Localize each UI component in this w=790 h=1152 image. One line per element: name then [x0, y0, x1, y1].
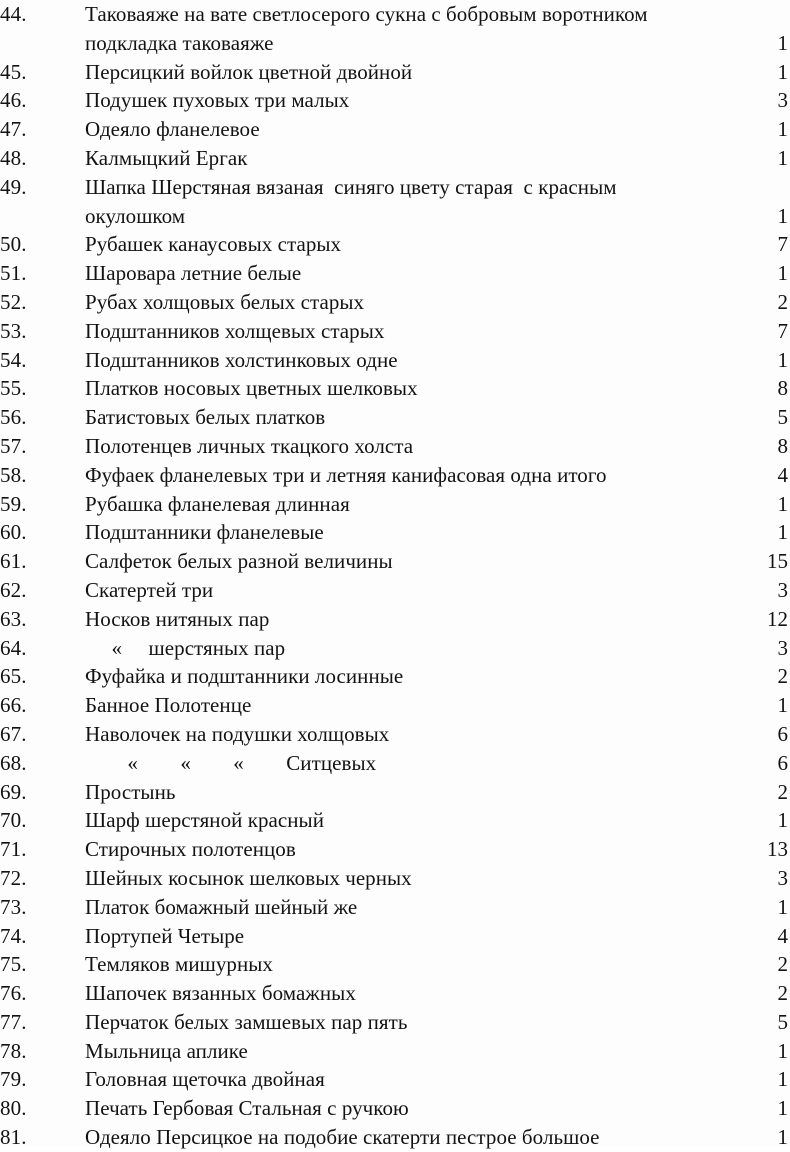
entry-description: Шаровара летние белые [85, 261, 302, 286]
entry-description: « « « Ситцевых [85, 750, 377, 775]
entry-quantity: 1 [777, 693, 788, 718]
entry-index: 58. [0, 462, 27, 487]
inventory-entry [0, 922, 790, 951]
entry-description: подкладка таковаяже [85, 30, 274, 55]
entry-index: 77. [0, 1009, 27, 1034]
entry-description: Подштанники фланелевые [85, 520, 324, 545]
inventory-entry-line [0, 518, 790, 547]
entry-index: 68. [0, 750, 27, 775]
entry-description: Рубашек канаусовых старых [85, 232, 342, 257]
inventory-entry [0, 950, 790, 979]
entry-quantity: 2 [777, 981, 788, 1006]
inventory-entry-line [0, 202, 790, 231]
inventory-entry [0, 518, 790, 547]
inventory-entry [0, 720, 790, 749]
inventory-entry-line [0, 1123, 790, 1152]
entry-index: 64. [0, 635, 27, 660]
inventory-entry-line [0, 346, 790, 375]
entry-quantity: 13 [767, 837, 788, 862]
entry-quantity: 1 [777, 1125, 788, 1150]
entry-description: окулошком [85, 203, 186, 228]
inventory-entry [0, 778, 790, 807]
inventory-entry [0, 691, 790, 720]
entry-description: Персицкий войлок цветной двойной [85, 59, 413, 84]
inventory-entry [0, 259, 790, 288]
entry-index: 62. [0, 577, 27, 602]
inventory-entry [0, 1094, 790, 1123]
inventory-entry-line [0, 86, 790, 115]
entry-quantity: 1 [777, 894, 788, 919]
inventory-entry [0, 288, 790, 317]
entry-quantity: 3 [777, 88, 788, 113]
inventory-entry-line [0, 778, 790, 807]
inventory-entry-line [0, 173, 790, 202]
entry-quantity: 1 [777, 261, 788, 286]
entry-description: Фуфаек фланелевых три и летняя канифасовая одна итого [85, 462, 607, 487]
entry-index: 73. [0, 894, 27, 919]
entry-index: 71. [0, 837, 27, 862]
inventory-entry [0, 115, 790, 144]
entry-quantity: 5 [777, 405, 788, 430]
entry-description: Подштанников холстинковых одне [85, 347, 398, 372]
entry-quantity: 3 [777, 577, 788, 602]
entry-index: 80. [0, 1096, 27, 1121]
inventory-entry [0, 749, 790, 778]
entry-quantity: 1 [777, 145, 788, 170]
inventory-entry [0, 0, 790, 58]
entry-index: 67. [0, 721, 27, 746]
entry-description: Мыльница аплике [85, 1038, 248, 1063]
entry-quantity: 1 [777, 1067, 788, 1092]
inventory-entry [0, 547, 790, 576]
entry-description: Носков нитяных пар [85, 606, 270, 631]
inventory-entry-line [0, 922, 790, 951]
entry-quantity: 8 [777, 433, 788, 458]
entry-index: 56. [0, 405, 27, 430]
inventory-entry-line [0, 547, 790, 576]
entry-index: 44. [0, 2, 27, 26]
entry-description: Портупей Четыре [85, 923, 245, 948]
inventory-entry-line [0, 720, 790, 749]
inventory-entry-line [0, 461, 790, 490]
entry-quantity: 4 [777, 462, 788, 487]
inventory-entry-line [0, 950, 790, 979]
entry-description: Салфеток белых разной величины [85, 549, 393, 574]
entry-description: Одеяло Персицкое на подобие скатерти пестрое большое [85, 1125, 600, 1150]
entry-description: Подушек пуховых три малых [85, 88, 350, 113]
inventory-entry-line [0, 115, 790, 144]
entry-index: 54. [0, 347, 27, 372]
entry-index: 70. [0, 808, 27, 833]
inventory-entry-line [0, 1008, 790, 1037]
entry-index: 50. [0, 232, 27, 257]
inventory-entry-line [0, 893, 790, 922]
inventory-entry-line [0, 806, 790, 835]
entry-description: Темляков мишурных [85, 952, 273, 977]
inventory-entry-line [0, 374, 790, 403]
entry-index: 79. [0, 1067, 27, 1092]
inventory-entry-line [0, 1037, 790, 1066]
inventory-entry-line [0, 317, 790, 346]
entry-description: Головная щеточка двойная [85, 1067, 325, 1092]
inventory-entry-line [0, 58, 790, 87]
entry-description: Калмыцкий Ергак [85, 145, 248, 170]
entry-index: 74. [0, 923, 27, 948]
entry-index: 69. [0, 779, 27, 804]
inventory-entry [0, 864, 790, 893]
entry-quantity: 5 [777, 1009, 788, 1034]
inventory-entry-line [0, 230, 790, 259]
entry-quantity: 2 [777, 952, 788, 977]
inventory-entry [0, 374, 790, 403]
entry-index: 72. [0, 865, 27, 890]
inventory-entry [0, 403, 790, 432]
entry-index: 60. [0, 520, 27, 545]
entry-index: 78. [0, 1038, 27, 1063]
entry-quantity: 3 [777, 635, 788, 660]
inventory-entry-line [0, 749, 790, 778]
entry-quantity: 2 [777, 289, 788, 314]
entry-description: Одеяло фланелевое [85, 117, 260, 142]
inventory-entry-line [0, 1065, 790, 1094]
inventory-entry [0, 346, 790, 375]
entry-description: Таковаяже на вате светлосерого сукна с бобровым воротником [85, 2, 648, 26]
inventory-entry [0, 806, 790, 835]
inventory-entry [0, 1123, 790, 1152]
entry-quantity: 3 [777, 865, 788, 890]
entry-quantity: 2 [777, 664, 788, 689]
entry-description: Банное Полотенце [85, 693, 252, 718]
inventory-entry-line [0, 403, 790, 432]
inventory-entry [0, 230, 790, 259]
entry-description: Наволочек на подушки холщовых [85, 721, 390, 746]
inventory-entry-line [0, 979, 790, 1008]
entry-description: Стирочных полотенцов [85, 837, 296, 862]
inventory-entry [0, 1037, 790, 1066]
entry-quantity: 15 [767, 549, 788, 574]
entry-quantity: 8 [777, 376, 788, 401]
entry-index: 63. [0, 606, 27, 631]
inventory-entry [0, 835, 790, 864]
inventory-entry-line [0, 576, 790, 605]
entry-description: Фуфайка и подштанники лосинные [85, 664, 404, 689]
entry-description: Шапка Шерстяная вязаная синяго цвету старая с красным [85, 174, 617, 199]
inventory-entry-line [0, 432, 790, 461]
entry-index: 53. [0, 318, 27, 343]
entry-description: Рубашка фланелевая длинная [85, 491, 350, 516]
entry-index: 51. [0, 261, 27, 286]
entry-quantity: 1 [777, 491, 788, 516]
entry-index: 57. [0, 433, 27, 458]
entry-quantity: 1 [777, 520, 788, 545]
inventory-entry-line [0, 288, 790, 317]
inventory-entry [0, 576, 790, 605]
entry-description: Шейных косынок шелковых черных [85, 865, 412, 890]
inventory-entry-line [0, 605, 790, 634]
inventory-entry-line [0, 835, 790, 864]
inventory-entry [0, 893, 790, 922]
inventory-entry-line [0, 490, 790, 519]
inventory-entry [0, 461, 790, 490]
entry-index: 47. [0, 117, 27, 142]
inventory-entry-line [0, 1094, 790, 1123]
entry-description: Подштанников холщевых старых [85, 318, 385, 343]
inventory-entry [0, 1065, 790, 1094]
entry-quantity: 7 [777, 318, 788, 343]
entry-quantity: 1 [777, 1038, 788, 1063]
inventory-entry [0, 173, 790, 231]
entry-quantity: 1 [777, 808, 788, 833]
inventory-entry [0, 490, 790, 519]
entry-description: Скатертей три [85, 577, 214, 602]
inventory-entry-line [0, 29, 790, 58]
entry-index: 81. [0, 1125, 27, 1150]
entry-index: 46. [0, 88, 27, 113]
entry-description: Шапочек вязанных бомажных [85, 981, 356, 1006]
entry-index: 45. [0, 59, 27, 84]
inventory-entry-line [0, 259, 790, 288]
inventory-entry-line [0, 144, 790, 173]
inventory-entry-line [0, 864, 790, 893]
entry-quantity: 1 [777, 117, 788, 142]
inventory-entry-line [0, 634, 790, 663]
inventory-entry [0, 662, 790, 691]
entry-index: 61. [0, 549, 27, 574]
inventory-entry [0, 317, 790, 346]
inventory-entry-line [0, 691, 790, 720]
entry-description: « шерстяных пар [85, 635, 286, 660]
entry-index: 76. [0, 981, 27, 1006]
inventory-entry-line [0, 0, 790, 29]
inventory-entry-line [0, 662, 790, 691]
entry-index: 59. [0, 491, 27, 516]
entry-description: Рубах холщовых белых старых [85, 289, 365, 314]
inventory-entry [0, 58, 790, 87]
entry-quantity: 1 [777, 59, 788, 84]
entry-quantity: 12 [767, 606, 788, 631]
entry-quantity: 1 [777, 30, 788, 55]
entry-index: 55. [0, 376, 27, 401]
entry-index: 49. [0, 174, 27, 199]
inventory-entry [0, 144, 790, 173]
entry-description: Платок бомажный шейный же [85, 894, 358, 919]
entry-quantity: 1 [777, 1096, 788, 1121]
entry-description: Печать Гербовая Стальная с ручкою [85, 1096, 409, 1121]
inventory-entry [0, 634, 790, 663]
entry-description: Шарф шерстяной красный [85, 808, 324, 833]
entry-quantity: 1 [777, 347, 788, 372]
entry-description: Простынь [85, 779, 176, 804]
entry-description: Платков носовых цветных шелковых [85, 376, 418, 401]
entry-quantity: 7 [777, 232, 788, 257]
entry-index: 66. [0, 693, 27, 718]
inventory-entry [0, 1008, 790, 1037]
entry-description: Перчаток белых замшевых пар пять [85, 1009, 408, 1034]
entry-quantity: 6 [777, 750, 788, 775]
entry-index: 52. [0, 289, 27, 314]
entry-quantity: 4 [777, 923, 788, 948]
inventory-entry [0, 979, 790, 1008]
entry-description: Полотенцев личных ткацкого холста [85, 433, 414, 458]
entry-quantity: 2 [777, 779, 788, 804]
entry-description: Батистовых белых платков [85, 405, 326, 430]
entry-index: 65. [0, 664, 27, 689]
entry-quantity: 1 [777, 203, 788, 228]
inventory-entry [0, 605, 790, 634]
entry-index: 75. [0, 952, 27, 977]
inventory-entry [0, 86, 790, 115]
entry-index: 48. [0, 145, 27, 170]
entry-quantity: 6 [777, 721, 788, 746]
inventory-entry [0, 432, 790, 461]
